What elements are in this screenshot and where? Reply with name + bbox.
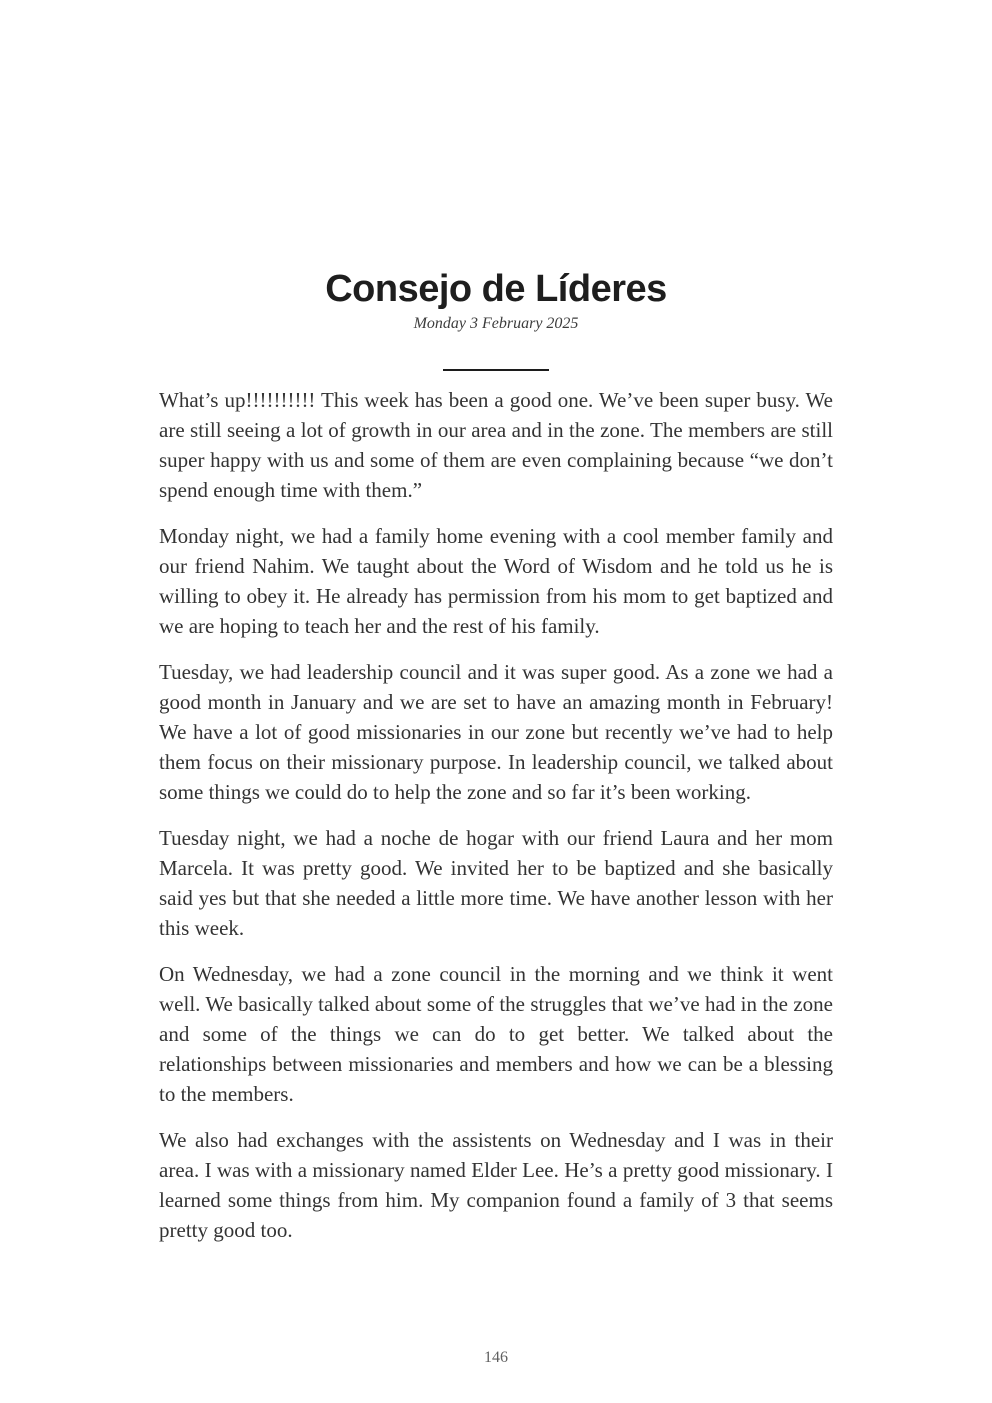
- paragraph: What’s up!!!!!!!!!! This week has been a good one. We’ve been super busy. We are still seeing a lot of growth in our area and in the zone. The members are still super happy with us and some of them are even complaining because “we don’t spend enough time with them.”: [159, 387, 833, 502]
- paragraph: On Wednesday, we had a zone council in the morning and we think it went well. We basically talked about some of the struggles that we’ve had in the zone and some of the things we can do to get better. We talked about the relationships between missionaries and members and how we can be a blessing to the members.: [159, 961, 833, 1106]
- entry-body: [0, 371, 992, 1245]
- page-footer: [0, 1349, 992, 1367]
- page-number: 146: [484, 1349, 508, 1366]
- paragraph: Monday night, we had a family home evening with a cool member family and our friend Nahim. We taught about the Word of Wisdom and he told us he is willing to obey it. He already has permission from his mom to get baptized and we are hoping to teach her and the rest of his family.: [159, 523, 833, 638]
- paragraph: Tuesday, we had leadership council and it was super good. As a zone we had a good month in January and we are set to have an amazing month in February! We have a lot of good missionaries in our zone but recently we’ve had to help them focus on their missionary purpose. In leadership council, we talked about some things we could do to help the zone and so far it’s been working.: [159, 659, 833, 804]
- paragraph: We also had exchanges with the assistents on Wednesday and I was in their area. I was with a missionary named Elder Lee. He’s a pretty good missionary. I learned some things from him. My companion found a family of 3 that seems pretty good too.: [159, 1127, 833, 1242]
- entry-header: [0, 0, 992, 333]
- paragraph: Tuesday night, we had a noche de hogar with our friend Laura and her mom Marcela. It was pretty good. We invited her to be baptized and she basically said yes but that she needed a little more time. We have another lesson with her this week.: [159, 825, 833, 940]
- entry-date: Monday 3 February 2025: [413, 314, 579, 332]
- entry-title: Consejo de Líderes: [325, 268, 667, 310]
